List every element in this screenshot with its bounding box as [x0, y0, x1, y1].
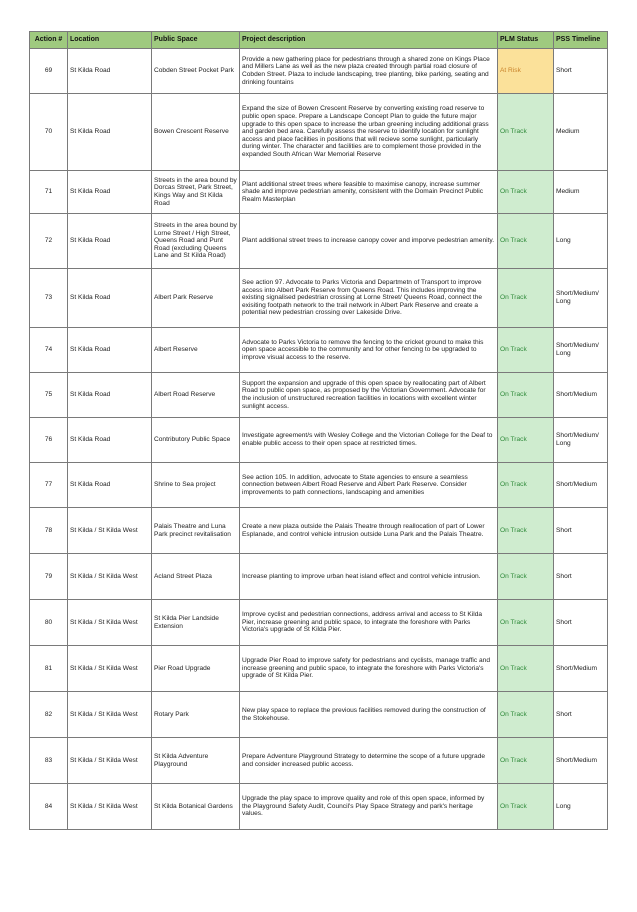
cell-plm-status: On Track	[498, 463, 554, 508]
cell-pss-timeline: Long	[554, 784, 608, 830]
cell-description: Increase planting to improve urban heat island effect and control vehicle intrusion.	[240, 554, 498, 600]
cell-location: St Kilda / St Kilda West	[68, 646, 152, 692]
cell-action: 82	[30, 692, 68, 738]
table-row	[30, 738, 608, 784]
cell-public-space: Albert Park Reserve	[152, 269, 240, 328]
cell-action: 76	[30, 418, 68, 463]
cell-action: 75	[30, 373, 68, 418]
cell-public-space: Pier Road Upgrade	[152, 646, 240, 692]
cell-pss-timeline: Short	[554, 600, 608, 646]
cell-public-space: Contributory Public Space	[152, 418, 240, 463]
cell-pss-timeline: Medium	[554, 171, 608, 214]
header-pss-timeline: PSS Timeline	[554, 32, 608, 49]
cell-plm-status: On Track	[498, 508, 554, 554]
cell-action: 77	[30, 463, 68, 508]
cell-description: Plant additional street trees where feasible to maximise canopy, increase summer shade and improve pedestrian amenity, consistent with the Domain Precinct Public Realm Masterplan	[240, 171, 498, 214]
cell-public-space: Shrine to Sea project	[152, 463, 240, 508]
header-description: Project description	[240, 32, 498, 49]
table-row	[30, 508, 608, 554]
cell-location: St Kilda Road	[68, 373, 152, 418]
cell-description: Prepare Adventure Playground Strategy to determine the scope of a future upgrade and consider increased public access.	[240, 738, 498, 784]
cell-public-space: St Kilda Adventure Playground	[152, 738, 240, 784]
cell-pss-timeline: Short/Medium/ Long	[554, 418, 608, 463]
cell-public-space: Rotary Park	[152, 692, 240, 738]
cell-public-space: St Kilda Pier Landside Extension	[152, 600, 240, 646]
cell-description: See action 105. In addition, advocate to State agencies to ensure a seamless connection between Albert Road Reserve and Albert Park Reserve. Consider improvements to path connections, landscaping and amenities	[240, 463, 498, 508]
cell-location: St Kilda Road	[68, 269, 152, 328]
cell-pss-timeline: Short/Medium	[554, 646, 608, 692]
cell-description: Plant additional street trees to increase canopy cover and imporve pedestrian amenity.	[240, 214, 498, 269]
cell-description: Upgrade Pier Road to improve safety for pedestrians and cyclists, manage traffic and increase greening and public space, to integrate the foreshore with Parks Victoria's upgrade of St Kilda Pier.	[240, 646, 498, 692]
cell-description: Upgrade the play space to improve quality and role of this open space, informed by the Playground Safety Audit, Council's Play Space Strategy and park's heritage values.	[240, 784, 498, 830]
cell-plm-status: On Track	[498, 554, 554, 600]
cell-public-space: Streets in the area bound by Lorne Street / High Street, Queens Road and Punt Road (excluding Queens Lane and St Kilda Road)	[152, 214, 240, 269]
cell-plm-status: On Track	[498, 646, 554, 692]
cell-pss-timeline: Long	[554, 214, 608, 269]
cell-location: St Kilda Road	[68, 418, 152, 463]
cell-action: 84	[30, 784, 68, 830]
cell-plm-status: On Track	[498, 328, 554, 373]
cell-public-space: Cobden Street Pocket Park	[152, 49, 240, 94]
header-plm-status: PLM Status	[498, 32, 554, 49]
cell-action: 72	[30, 214, 68, 269]
cell-action: 71	[30, 171, 68, 214]
cell-action: 80	[30, 600, 68, 646]
cell-location: St Kilda Road	[68, 171, 152, 214]
cell-public-space: Albert Reserve	[152, 328, 240, 373]
action-plan-table	[29, 31, 608, 830]
cell-plm-status: On Track	[498, 373, 554, 418]
table-row	[30, 269, 608, 328]
cell-plm-status: On Track	[498, 600, 554, 646]
table-row	[30, 784, 608, 830]
cell-action: 81	[30, 646, 68, 692]
table-row	[30, 94, 608, 171]
cell-public-space: Palais Theatre and Luna Park precinct revitalisation	[152, 508, 240, 554]
cell-location: St Kilda Road	[68, 214, 152, 269]
cell-pss-timeline: Short/Medium	[554, 738, 608, 784]
cell-description: Support the expansion and upgrade of this open space by reallocating part of Albert Road to public open space, as proposed by the Victorian Government. Advocate for the inclusion of unstructured recreation facilities in locations with excellent winter sunlight access.	[240, 373, 498, 418]
cell-description: Advocate to Parks Victoria to remove the fencing to the cricket ground to make this open space accessible to the community and for other fencing to be upgraded to improve visual access to the reserve.	[240, 328, 498, 373]
cell-pss-timeline: Short/Medium/ Long	[554, 328, 608, 373]
cell-description: New play space to replace the previous facilities removed during the construction of the Stokehouse.	[240, 692, 498, 738]
cell-location: St Kilda / St Kilda West	[68, 692, 152, 738]
cell-pss-timeline: Short/Medium	[554, 373, 608, 418]
table-row	[30, 328, 608, 373]
table-row	[30, 171, 608, 214]
table-row	[30, 418, 608, 463]
cell-location: St Kilda Road	[68, 328, 152, 373]
header-public-space: Public Space	[152, 32, 240, 49]
table-row	[30, 373, 608, 418]
cell-plm-status: On Track	[498, 738, 554, 784]
cell-action: 69	[30, 49, 68, 94]
cell-public-space: St Kilda Botanical Gardens	[152, 784, 240, 830]
cell-public-space: Acland Street Plaza	[152, 554, 240, 600]
cell-action: 70	[30, 94, 68, 171]
table-row	[30, 554, 608, 600]
cell-plm-status: On Track	[498, 269, 554, 328]
cell-action: 73	[30, 269, 68, 328]
cell-location: St Kilda / St Kilda West	[68, 738, 152, 784]
cell-pss-timeline: Short	[554, 508, 608, 554]
table-row	[30, 600, 608, 646]
table-row	[30, 692, 608, 738]
cell-pss-timeline: Short	[554, 554, 608, 600]
cell-public-space: Albert Road Reserve	[152, 373, 240, 418]
cell-description: Create a new plaza outside the Palais Theatre through reallocation of part of Lower Esplanade, and control vehicle intrusion outside Luna Park and the Palais Theatre.	[240, 508, 498, 554]
cell-plm-status: On Track	[498, 418, 554, 463]
cell-plm-status: On Track	[498, 214, 554, 269]
cell-plm-status: On Track	[498, 784, 554, 830]
cell-location: St Kilda Road	[68, 94, 152, 171]
cell-description: See action 97. Advocate to Parks Victoria and Departmetn of Transport to improve access into Albert Park Reserve from Queens Road. This includes improving the existing signalised pedestrian crossing at Lorne Street/ Queens Road, connect the exisiting footpath network to the trail network in Albert Park Reserve and create a potential new pedestrian crossing over Lakeside Drive.	[240, 269, 498, 328]
cell-plm-status: At Risk	[498, 49, 554, 94]
table-header-row	[30, 32, 608, 49]
cell-plm-status: On Track	[498, 171, 554, 214]
cell-description: Investigate agreement/s with Wesley College and the Victorian College for the Deaf to enable public access to their open space at restricted times.	[240, 418, 498, 463]
cell-pss-timeline: Short/Medium	[554, 463, 608, 508]
cell-description: Provide a new gathering place for pedestrians through a shared zone on Kings Place and Millers Lane as well as the new plaza created through partial road closure of Cobden Street. Plaza to include landscaping, tree planting, bike parking, seating and drinking fountains	[240, 49, 498, 94]
cell-location: St Kilda / St Kilda West	[68, 508, 152, 554]
header-action: Action #	[30, 32, 68, 49]
cell-action: 78	[30, 508, 68, 554]
cell-public-space: Streets in the area bound by Dorcas Street, Park Street, Kings Way and St Kilda Road	[152, 171, 240, 214]
cell-description: Improve cyclist and pedestrian connections, address arrival and access to St Kilda Pier, increase greening and public space, to integrate the foreshore with Parks Victoria's upgrade of St Kilda Pier.	[240, 600, 498, 646]
cell-pss-timeline: Short	[554, 692, 608, 738]
cell-plm-status: On Track	[498, 94, 554, 171]
cell-location: St Kilda / St Kilda West	[68, 554, 152, 600]
table-row	[30, 646, 608, 692]
cell-location: St Kilda Road	[68, 49, 152, 94]
cell-public-space: Bowen Crescent Reserve	[152, 94, 240, 171]
cell-action: 83	[30, 738, 68, 784]
cell-action: 74	[30, 328, 68, 373]
cell-location: St Kilda / St Kilda West	[68, 600, 152, 646]
cell-location: St Kilda Road	[68, 463, 152, 508]
cell-pss-timeline: Short	[554, 49, 608, 94]
cell-pss-timeline: Medium	[554, 94, 608, 171]
table-row	[30, 463, 608, 508]
table-row	[30, 214, 608, 269]
cell-description: Expand the size of Bowen Crescent Reserve by converting existing road reserve to public open space. Prepare a Landscape Concept Plan to guide the future major upgrade to this open space to increase the urban greening including additional grass and garden bed area. Carefully assess the reserve to identify location for sunlight access and place facilities in positions that will recieve some sunlight, particularly during winter. The character and facilities are to complement those provided in the expanded South African War Memorial Reserve	[240, 94, 498, 171]
header-location: Location	[68, 32, 152, 49]
cell-pss-timeline: Short/Medium/ Long	[554, 269, 608, 328]
cell-plm-status: On Track	[498, 692, 554, 738]
table-row	[30, 49, 608, 94]
cell-location: St Kilda / St Kilda West	[68, 784, 152, 830]
cell-action: 79	[30, 554, 68, 600]
